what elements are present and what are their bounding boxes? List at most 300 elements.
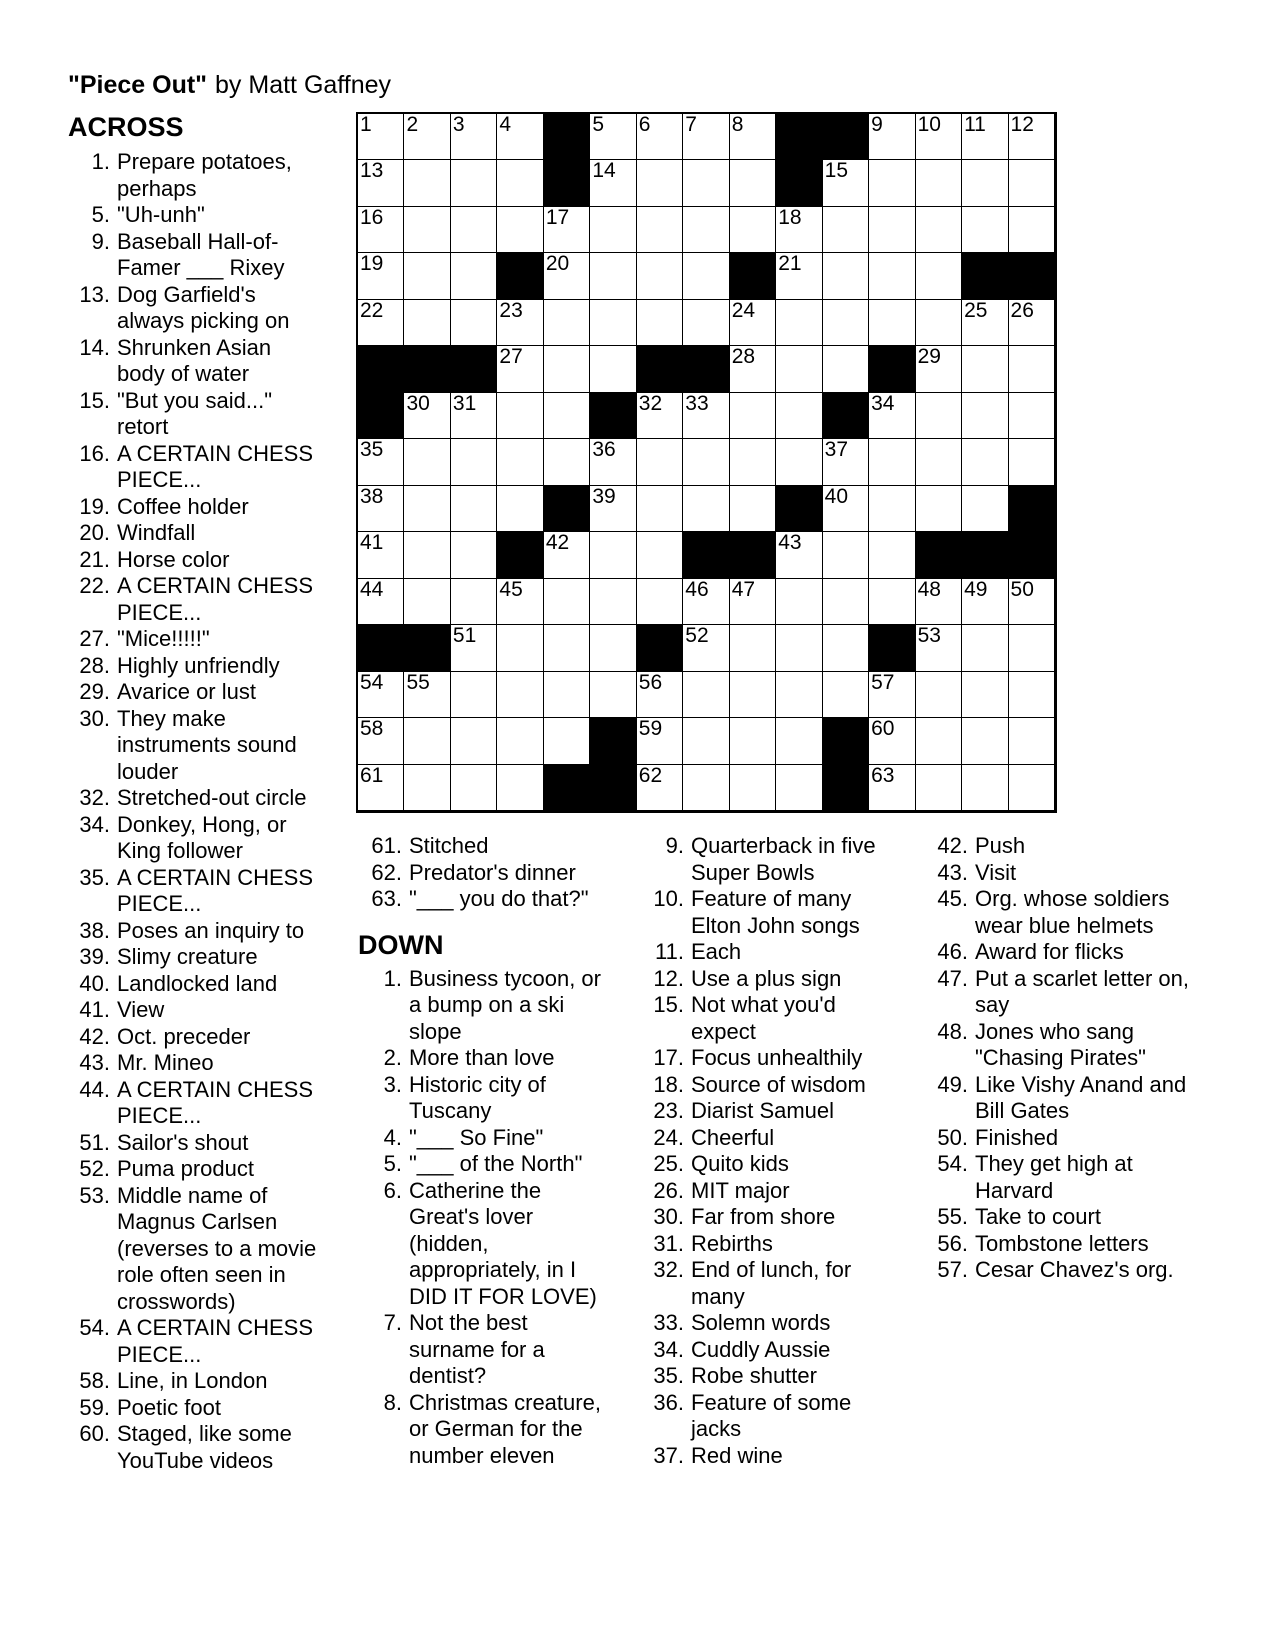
clue-item	[68, 388, 324, 441]
grid-cell	[358, 532, 404, 578]
clue-text: "___ you do that?"	[409, 886, 589, 911]
clue-item	[68, 441, 324, 494]
clue-text: A CERTAIN CHESS PIECE...	[117, 440, 314, 492]
grid-cell	[497, 625, 543, 671]
clue-text: A CERTAIN CHESS PIECE...	[117, 1315, 314, 1367]
clue-number: 5.	[383, 1151, 402, 1176]
grid-cell-black	[1009, 532, 1055, 578]
grid-cell	[497, 393, 543, 439]
clue-text: Highly unfriendly	[117, 652, 280, 678]
cell-number: 60	[871, 717, 895, 741]
grid-cell	[776, 439, 822, 485]
clue-item	[68, 573, 324, 626]
cell-number: 58	[360, 717, 384, 741]
grid-cell	[497, 579, 543, 625]
clue-text: Org. whose soldiers wear blue helmets	[975, 886, 1170, 938]
grid-cell-black	[916, 532, 962, 578]
clue-item	[640, 1390, 890, 1443]
cell-number: 44	[360, 577, 384, 601]
grid-cell	[776, 718, 822, 764]
clue-number: 45.	[937, 886, 968, 911]
clue-text: Cesar Chavez's org.	[975, 1257, 1174, 1282]
grid-cell	[869, 207, 915, 253]
clue-item	[920, 1231, 1205, 1258]
cell-number: 42	[545, 531, 570, 555]
grid-cell	[683, 672, 729, 718]
grid-cell	[451, 625, 497, 671]
grid-cell	[730, 300, 776, 346]
clue-number: 15.	[79, 387, 110, 413]
grid-cell	[730, 393, 776, 439]
bottom-column-left	[358, 833, 610, 1469]
cell-number: 61	[360, 763, 384, 787]
grid-cell	[497, 765, 543, 811]
grid-cell	[497, 160, 543, 206]
cell-number: 34	[871, 391, 895, 415]
grid-cell-black	[590, 765, 636, 811]
clue-text: A CERTAIN CHESS PIECE...	[117, 1076, 314, 1128]
clue-text: Line, in London	[117, 1368, 268, 1393]
cell-number: 45	[499, 577, 523, 601]
clue-text: Like Vishy Anand and Bill Gates	[975, 1071, 1187, 1123]
grid-cell	[916, 579, 962, 625]
across-header: ACROSS	[68, 112, 184, 142]
clue-item	[920, 1257, 1205, 1284]
clue-text: Feature of many Elton John songs	[691, 886, 860, 938]
clue-number: 30.	[653, 1204, 684, 1229]
clue-text: Push	[975, 833, 1026, 858]
grid-cell	[1009, 439, 1055, 485]
cell-number: 10	[917, 113, 941, 136]
clue-text: Award for flicks	[975, 939, 1124, 964]
grid-cell	[590, 579, 636, 625]
clue-number: 41.	[79, 997, 110, 1022]
grid-cell-black	[544, 114, 590, 160]
grid-cell	[404, 114, 450, 160]
grid-cell	[823, 625, 869, 671]
clue-number: 13.	[79, 281, 110, 307]
across-clue-list-continued	[358, 833, 610, 913]
clue-item	[68, 997, 324, 1024]
grid-cell	[1009, 114, 1055, 160]
clue-number: 43.	[937, 859, 968, 885]
grid-cell	[637, 253, 683, 299]
grid-cell	[683, 253, 729, 299]
clue-item	[68, 706, 324, 786]
grid-cell	[590, 439, 636, 485]
clue-text: Poses an inquiry to	[117, 917, 305, 943]
clue-text: They get high at Harvard	[975, 1151, 1133, 1203]
clue-text: Coffee holder	[117, 493, 249, 519]
clue-text: Stitched	[409, 833, 489, 858]
clue-item	[68, 520, 324, 547]
grid-cell	[358, 486, 404, 532]
clue-item	[68, 812, 324, 865]
grid-cell	[776, 300, 822, 346]
grid-cell-black	[730, 532, 776, 578]
clue-text: Sailor's shout	[117, 1129, 249, 1155]
grid-cell	[590, 625, 636, 671]
grid-cell-black	[358, 393, 404, 439]
grid-cell	[916, 346, 962, 392]
clue-number: 14.	[79, 334, 110, 360]
grid-cell	[497, 486, 543, 532]
grid-cell-black	[776, 486, 822, 532]
clue-text: Quarterback in five Super Bowls	[691, 833, 876, 885]
clue-number: 38.	[79, 917, 110, 943]
cell-number: 3	[452, 113, 465, 136]
grid-cell-black	[823, 765, 869, 811]
clue-number: 54.	[937, 1151, 968, 1176]
grid-cell	[544, 439, 590, 485]
clue-text: Put a scarlet letter on, say	[975, 965, 1189, 1017]
clue-text: They make instruments sound louder	[117, 705, 297, 784]
grid-cell	[637, 486, 683, 532]
grid-cell	[451, 300, 497, 346]
grid-cell	[962, 486, 1008, 532]
clue-item	[358, 886, 610, 913]
grid-cell-black	[776, 114, 822, 160]
grid-cell	[776, 625, 822, 671]
clue-item	[358, 1151, 610, 1178]
clue-number: 25.	[653, 1151, 684, 1176]
clue-number: 16.	[79, 440, 110, 466]
clue-text: "Mice!!!!!"	[117, 626, 210, 651]
grid-cell	[776, 532, 822, 578]
clue-text: Middle name of Magnus Carlsen (reverses to a movie role often seen in crosswords)	[117, 1182, 317, 1314]
clue-text: Tombstone letters	[975, 1230, 1149, 1256]
down-clue-list	[358, 966, 610, 1470]
clue-text: Cheerful	[691, 1124, 775, 1150]
cell-number: 55	[406, 670, 430, 694]
cell-number: 56	[638, 670, 663, 694]
grid-cell	[1009, 765, 1055, 811]
clue-number: 53.	[79, 1182, 110, 1208]
grid-cell	[962, 393, 1008, 439]
grid-cell	[869, 486, 915, 532]
cell-number: 32	[638, 391, 663, 415]
grid-cell	[916, 486, 962, 532]
grid-cell	[823, 300, 869, 346]
clue-number: 35.	[79, 864, 110, 890]
cell-number: 33	[685, 391, 709, 415]
clue-item	[640, 1098, 890, 1125]
clue-item	[640, 1310, 890, 1337]
clue-number: 17.	[653, 1045, 684, 1070]
clue-item	[68, 149, 324, 202]
clue-item	[920, 1151, 1205, 1204]
cell-number: 1	[360, 113, 372, 136]
grid-cell	[404, 393, 450, 439]
clue-text: A CERTAIN CHESS PIECE...	[117, 864, 314, 916]
clue-item	[68, 202, 324, 229]
clue-number: 36.	[653, 1389, 684, 1415]
grid-cell	[683, 393, 729, 439]
grid-cell	[916, 672, 962, 718]
grid-cell	[544, 346, 590, 392]
grid-cell	[916, 207, 962, 253]
clue-text: View	[117, 997, 165, 1022]
clue-number: 63.	[371, 886, 402, 911]
clue-number: 55.	[937, 1204, 968, 1229]
grid-cell-black	[637, 625, 683, 671]
clue-item	[640, 1443, 890, 1470]
clue-text: Take to court	[975, 1204, 1101, 1229]
clue-text: Mr. Mineo	[117, 1050, 214, 1075]
grid-cell	[544, 579, 590, 625]
cell-number: 18	[778, 205, 802, 229]
grid-cell	[637, 579, 683, 625]
cell-number: 30	[406, 391, 430, 415]
clue-number: 32.	[653, 1257, 684, 1282]
grid-cell	[358, 207, 404, 253]
cell-number: 49	[964, 577, 988, 601]
grid-cell-black	[544, 160, 590, 206]
grid-cell	[497, 300, 543, 346]
grid-cell	[404, 439, 450, 485]
cell-number: 12	[1010, 113, 1034, 136]
clue-item	[358, 833, 610, 860]
clue-text: Cuddly Aussie	[691, 1336, 831, 1362]
grid-cell	[730, 718, 776, 764]
clue-number: 51.	[79, 1129, 110, 1155]
grid-cell	[544, 532, 590, 578]
cell-number: 19	[360, 252, 384, 276]
clue-item	[68, 653, 324, 680]
grid-cell	[637, 765, 683, 811]
clue-text: More than love	[409, 1045, 555, 1070]
clue-number: 37.	[653, 1442, 684, 1468]
clue-item	[920, 939, 1205, 966]
across-clues-column	[68, 112, 324, 1474]
grid-cell	[637, 114, 683, 160]
grid-cell	[358, 160, 404, 206]
clue-number: 62.	[371, 859, 402, 885]
grid-cell	[916, 625, 962, 671]
cell-number: 2	[406, 113, 419, 136]
grid-cell	[962, 114, 1008, 160]
clue-text: Stretched-out circle	[117, 785, 307, 810]
grid-cell	[683, 439, 729, 485]
clue-text: Red wine	[691, 1442, 783, 1468]
clue-number: 22.	[79, 573, 110, 598]
cell-number: 21	[778, 252, 802, 276]
clue-text: Business tycoon, or a bump on a ski slope	[409, 965, 601, 1044]
clue-text: "___ of the North"	[409, 1151, 583, 1176]
grid-cell-black	[451, 346, 497, 392]
grid-cell	[544, 393, 590, 439]
grid-cell	[823, 346, 869, 392]
clue-number: 9.	[665, 833, 684, 858]
grid-cell	[404, 672, 450, 718]
grid-cell-black	[683, 532, 729, 578]
grid-cell	[962, 625, 1008, 671]
clue-number: 44.	[79, 1076, 110, 1102]
clue-item	[68, 1077, 324, 1130]
clue-item	[920, 886, 1205, 939]
cell-number: 50	[1010, 577, 1034, 601]
grid-cell	[730, 439, 776, 485]
grid-cell	[823, 486, 869, 532]
cell-number: 63	[871, 763, 895, 787]
grid-cell	[637, 393, 683, 439]
grid-cell	[683, 579, 729, 625]
grid-cell	[869, 393, 915, 439]
clue-number: 50.	[937, 1124, 968, 1150]
clue-item	[68, 1024, 324, 1051]
clue-number: 6.	[383, 1177, 402, 1203]
clue-number: 30.	[79, 705, 110, 731]
clue-text: Far from shore	[691, 1204, 836, 1229]
grid-cell-black	[776, 160, 822, 206]
clue-number: 2.	[383, 1045, 402, 1070]
clue-number: 19.	[79, 493, 110, 519]
clue-text: MIT major	[691, 1177, 790, 1203]
grid-cell	[451, 207, 497, 253]
grid-cell	[404, 207, 450, 253]
grid-cell	[869, 439, 915, 485]
grid-cell	[730, 672, 776, 718]
clue-text: Shrunken Asian body of water	[117, 334, 272, 386]
grid-cell	[1009, 672, 1055, 718]
clue-number: 57.	[937, 1257, 968, 1282]
cell-number: 47	[731, 577, 756, 601]
clue-text: Horse color	[117, 546, 230, 572]
grid-cell	[1009, 207, 1055, 253]
grid-cell	[358, 300, 404, 346]
grid-cell-black	[823, 114, 869, 160]
clue-number: 11.	[655, 939, 684, 964]
clue-text: Diarist Samuel	[691, 1098, 835, 1123]
clue-text: Not the best surname for a dentist?	[409, 1310, 545, 1388]
grid-cell	[869, 532, 915, 578]
clue-item	[68, 971, 324, 998]
grid-cell	[683, 718, 729, 764]
cell-number: 54	[360, 670, 384, 694]
clue-number: 10.	[653, 886, 684, 911]
grid-cell-black	[497, 532, 543, 578]
grid-cell-black	[358, 625, 404, 671]
grid-cell-black	[1009, 253, 1055, 299]
grid-cell	[404, 579, 450, 625]
grid-cell	[1009, 579, 1055, 625]
cell-number: 15	[824, 159, 849, 183]
grid-cell	[823, 579, 869, 625]
clue-item	[68, 282, 324, 335]
grid-cell	[358, 439, 404, 485]
cell-number: 62	[638, 763, 663, 787]
grid-cell	[358, 672, 404, 718]
clue-item	[920, 1125, 1205, 1152]
clue-text: Each	[691, 939, 742, 964]
grid-cell	[1009, 718, 1055, 764]
clue-item	[68, 1368, 324, 1395]
clue-item	[920, 1204, 1205, 1231]
grid-cell	[451, 765, 497, 811]
clue-number: 28.	[79, 652, 110, 678]
clue-number: 47.	[937, 965, 968, 991]
clue-item	[68, 1156, 324, 1183]
clue-item	[920, 1072, 1205, 1125]
clue-item	[358, 1390, 610, 1470]
grid-cell	[730, 765, 776, 811]
clue-item	[68, 865, 324, 918]
grid-cell	[730, 346, 776, 392]
clue-text: Visit	[975, 859, 1017, 885]
grid-cell	[451, 718, 497, 764]
cell-number: 23	[499, 298, 523, 322]
clue-text: Predator's dinner	[409, 859, 576, 885]
clue-item	[358, 1125, 610, 1152]
grid-cell	[869, 672, 915, 718]
grid-cell	[404, 765, 450, 811]
grid-cell	[590, 672, 636, 718]
clue-number: 54.	[79, 1315, 110, 1340]
grid-cell	[590, 486, 636, 532]
grid-cell	[776, 672, 822, 718]
clue-text: Dog Garfield's always picking on	[117, 281, 290, 333]
grid-cell	[683, 625, 729, 671]
cell-number: 8	[731, 113, 744, 136]
clue-number: 24.	[653, 1124, 684, 1150]
grid-cell	[916, 114, 962, 160]
grid-cell-black	[497, 253, 543, 299]
grid-cell	[404, 532, 450, 578]
grid-cell	[823, 532, 869, 578]
grid-cell	[1009, 346, 1055, 392]
grid-cell	[776, 579, 822, 625]
grid-cell	[451, 439, 497, 485]
grid-cell	[730, 207, 776, 253]
grid-cell	[637, 672, 683, 718]
clue-text: Slimy creature	[117, 944, 258, 969]
clue-number: 21.	[79, 546, 110, 572]
grid-cell	[683, 765, 729, 811]
grid-cell-black	[590, 718, 636, 764]
clue-number: 7.	[383, 1310, 402, 1335]
down-header: DOWN	[358, 929, 444, 960]
puzzle-byline: by Matt Gaffney	[215, 71, 392, 99]
grid-cell	[544, 300, 590, 346]
cell-number: 38	[360, 484, 384, 508]
clue-number: 40.	[79, 970, 110, 996]
clue-text: Feature of some jacks	[691, 1389, 852, 1441]
cell-number: 31	[452, 391, 477, 415]
grid-cell	[590, 300, 636, 346]
grid-cell-black	[590, 393, 636, 439]
grid-cell	[683, 207, 729, 253]
clue-item	[68, 626, 324, 653]
cell-number: 16	[360, 205, 384, 229]
grid-cell	[544, 672, 590, 718]
grid-cell	[497, 114, 543, 160]
clue-number: 20.	[79, 520, 110, 545]
clue-number: 12.	[653, 965, 684, 991]
clue-text: Finished	[975, 1124, 1059, 1150]
clue-number: 5.	[91, 202, 110, 227]
clue-item	[68, 1395, 324, 1422]
grid-cell-black	[544, 765, 590, 811]
grid-cell	[962, 718, 1008, 764]
clue-item	[640, 833, 890, 886]
grid-cell	[637, 439, 683, 485]
grid-cell	[776, 253, 822, 299]
grid-cell	[916, 253, 962, 299]
clue-item	[68, 229, 324, 282]
grid-cell	[823, 207, 869, 253]
grid-cell	[962, 346, 1008, 392]
clue-text: Windfall	[117, 520, 196, 545]
